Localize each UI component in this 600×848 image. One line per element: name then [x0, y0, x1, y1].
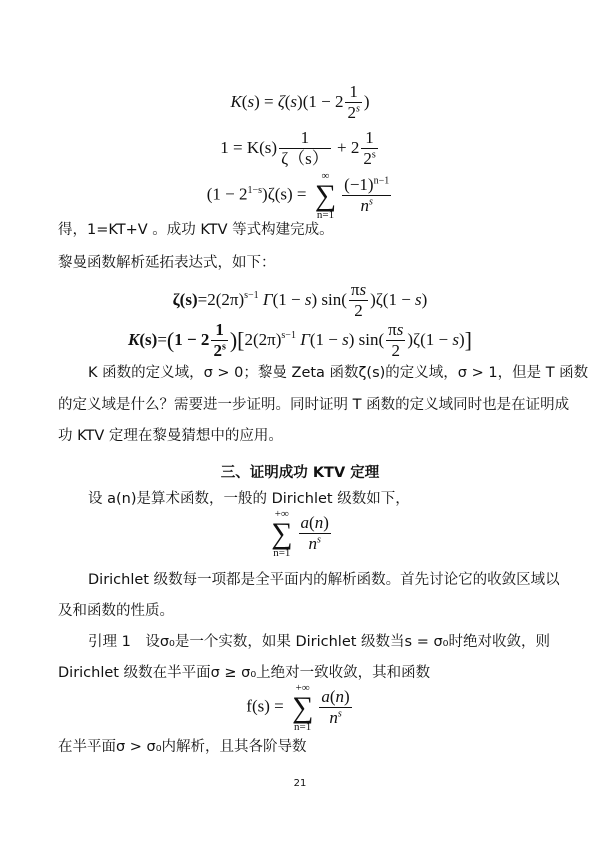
text-ktv-result: 得，1=KT+V 。成功 KTV 等式构建完成。 — [58, 222, 334, 238]
paragraph-domain-l2: 的定义域是什么？需要进一步证明。同时证明 T 函数的定义域同时也是在证明成 — [58, 397, 570, 413]
page-number: 21 — [293, 778, 307, 789]
equation-k-functional: K(s)=(1 − 2 $\frac{1}{2^s}$ )[$2(2\pi)^{s-1}$ Γ(1 − s) sin( $\frac{\pi s}{2}$ )ζ(1 − s)] — [128, 320, 472, 361]
equation-dirichlet-series: +∞ ∑ n=1 $\frac{a(n)}{n^s}$ — [271, 508, 329, 560]
equation-sum-function: f(s) = +∞ ∑ n=1 $\frac{a(n)}{n^s}$ — [246, 682, 350, 734]
lemma-line-2: Dirichlet 级数在半平面σ ≥ σ₀上绝对一致收敛，其和函数 — [58, 665, 431, 681]
paragraph-domain-l3: 功 KTV 定理在黎曼猜想中的应用。 — [58, 428, 283, 444]
paragraph-arithmetic-function: 设 a(n)是算术函数，一般的 Dirichlet 级数如下， — [88, 491, 410, 507]
equation-eta-series: $(1 - 2^{1-s})\zeta(s)$ = ∞ ∑ n=1 $\frac{(-1)^{n-1}}{n^s}$ — [206, 170, 390, 222]
text-analytic-continuation-intro: 黎曼函数解析延拓表达式，如下： — [58, 255, 276, 271]
equation-one-identity: 1 = K(s) $\frac{1}{\zeta(s)}$ + 2 $\frac{1}{2^s}$ — [220, 128, 376, 169]
paragraph-dirichlet-l2: 及和函数的性质。 — [58, 603, 174, 619]
section-heading: 三、证明成功 KTV 定理 — [220, 465, 380, 481]
equation-zeta-functional: $\zeta(s)=2(2\pi)^{s-1}$ Γ(1 − s) sin( $\frac{\pi s}{2}$ )ζ(1 − s) — [172, 280, 428, 321]
paragraph-dirichlet-l1: Dirichlet 级数每一项都是全平面内的解析函数。首先讨论它的收敛区域以 — [88, 572, 560, 588]
lemma-line-1: 引理 1 设σ₀是一个实数，如果 Dirichlet 级数当s = σ₀时绝对收敛，则 — [88, 634, 550, 650]
paragraph-domain-l1: K 函数的定义域，σ > 0；黎曼 Zeta 函数ζ(s)的定义域，σ > 1，但是 T 函数 — [88, 365, 589, 381]
equation-k-zeta: K(s) = ζ(s)(1 − 2 $\frac{1}{2^s}$ ) — [230, 82, 370, 123]
text-analytic-half-plane: 在半平面σ > σ₀内解析，且其各阶导数 — [58, 739, 307, 755]
